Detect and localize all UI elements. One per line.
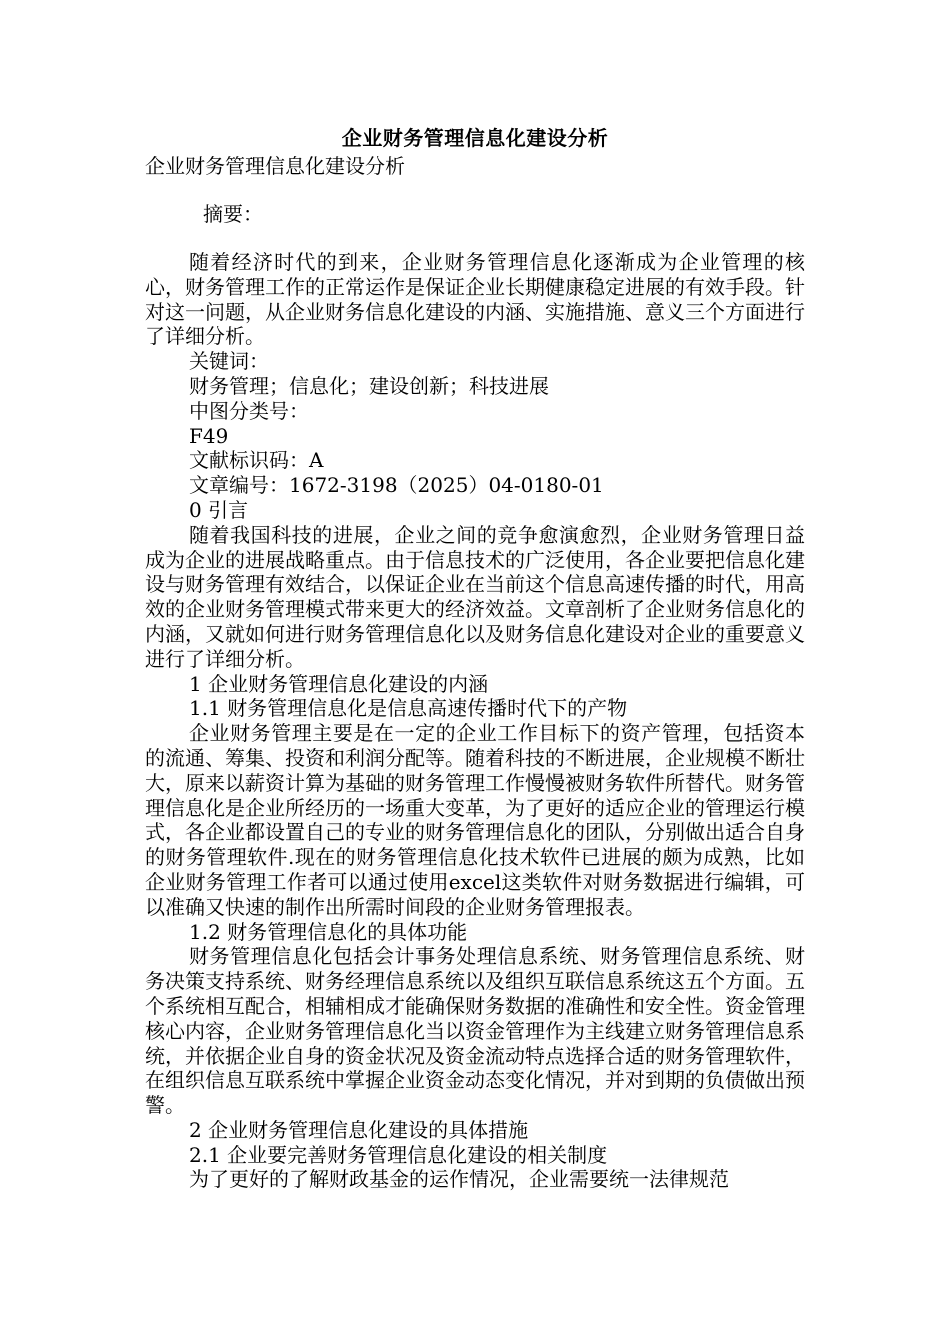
body-paragraph: 企业财务管理主要是在一定的企业工作目标下的资产管理，包括资本的流通、筹集、投资和利润分配等。随着科技的不断进展，企业规模不断壮大，原来以薪资计算为基础的财务管理工作慢慢被财务软件所替代。财务管理信息化是企业所经历的一场重大变革，为了更好的适应企业的管理运行模式，各企业都设置自己的专业的财务管理信息化的团队，分别做出适合自身的财务管理软件.现在的财务管理信息化技术软件已进展的颇为成熟，比如企业财务管理工作者可以通过使用excel这类软件对财务数据进行编辑，可以准确又快速的制作出所需时间段的企业财务管理报表。 <box>145 721 805 919</box>
clc-label: 中图分类号： <box>189 398 309 423</box>
clc-value: F49 <box>189 423 229 448</box>
body-paragraph: 随着我国科技的进展，企业之间的竞争愈演愈烈，企业财务管理日益成为企业的进展战略重点。由于信息技术的广泛使用，各企业要把信息化建设与财务管理有效结合，以保证企业在当前这个信息高速传播的时代，用高效的企业财务管理模式带来更大的经济效益。文章剖析了企业财务信息化的内涵，又就如何进行财务管理信息化以及财务信息化建设对企业的重要意义进行了详细分析。 <box>145 522 805 671</box>
article-number: 文章编号：1672-3198（2025）04-0180-01 <box>189 473 604 498</box>
section-heading: 1 企业财务管理信息化建设的内涵 <box>189 671 489 696</box>
keywords-label: 关键词： <box>189 349 269 374</box>
body-paragraph: 财务管理信息化包括会计事务处理信息系统、财务管理信息系统、财务决策支持系统、财务经理信息系统以及组织互联信息系统这五个方面。五个系统相互配合，相辅相成才能确保财务数据的准确性和安全性。资金管理核心内容，企业财务管理信息化当以资金管理作为主线建立财务管理信息系统，并依据企业自身的资金状况及资金流动特点选择合适的财务管理软件，在组织信息互联系统中掌握企业资金动态变化情况，并对到期的负债做出预警。 <box>145 944 805 1118</box>
abstract-paragraph: 随着经济时代的到来，企业财务管理信息化逐渐成为企业管理的核心，财务管理工作的正常运作是保证企业长期健康稳定进展的有效手段。针对这一问题，从企业财务信息化建设的内涵、实施措施、意义三个方面进行了详细分析。 <box>145 250 805 349</box>
document-code: 文献标识码：A <box>189 448 324 473</box>
keywords-text: 财务管理；信息化；建设创新；科技进展 <box>189 373 549 398</box>
document-subtitle: 企业财务管理信息化建设分析 <box>145 154 405 178</box>
document-page <box>145 122 805 1192</box>
subsection-heading: 1.2 财务管理信息化的具体功能 <box>189 919 468 944</box>
section-heading: 2 企业财务管理信息化建设的具体措施 <box>189 1117 529 1142</box>
subsection-heading: 1.1 财务管理信息化是信息高速传播时代下的产物 <box>189 696 628 721</box>
abstract-label: 摘要： <box>203 202 263 226</box>
subsection-heading: 2.1 企业要完善财务管理信息化建设的相关制度 <box>189 1142 608 1167</box>
section-heading: 0 引言 <box>189 497 249 522</box>
body-paragraph: 为了更好的了解财政基金的运作情况，企业需要统一法律规范 <box>189 1167 729 1192</box>
document-title: 企业财务管理信息化建设分析 <box>341 126 609 150</box>
